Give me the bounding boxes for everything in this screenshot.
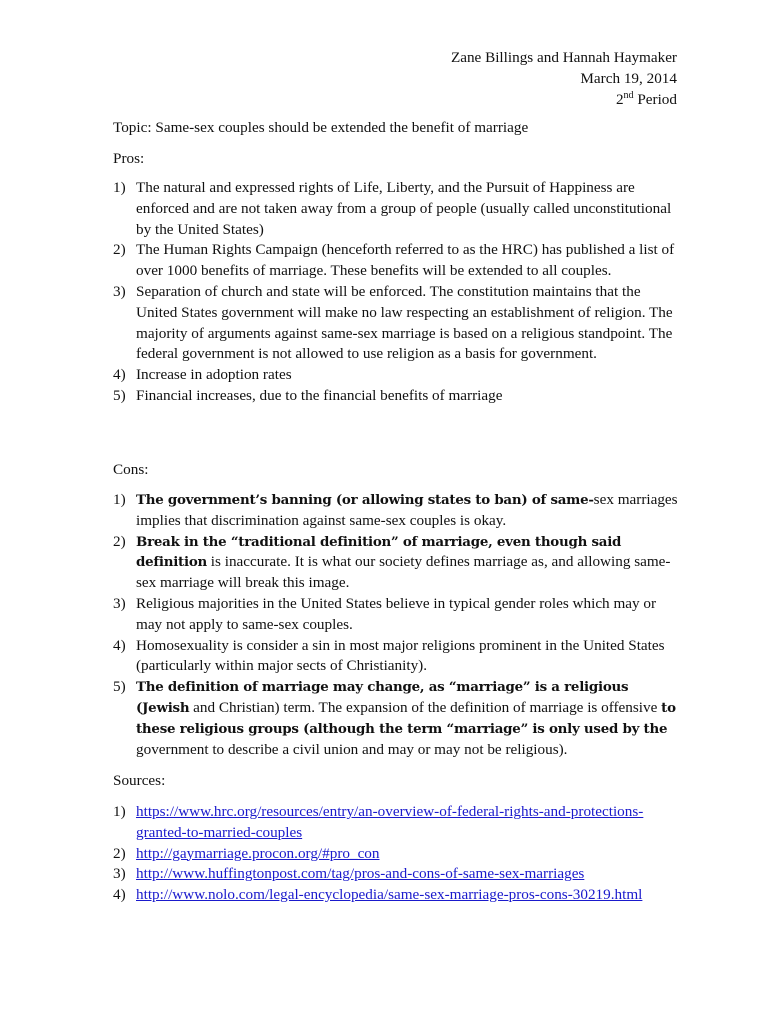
item-text-bold: The government’s banning (or allowing states to ban) of same- [136,492,594,508]
item-text: Separation of church and state will be enforced. The constitution maintains that the United States government will make no law respecting an establishment of religion. The majority of arguments against same-sex marriage is based on a religious standpoint. The federal government is not allowed to use religion as a basis for government. [136,282,673,363]
period-number: 2 [615,91,624,108]
source-link[interactable]: http://www.nolo.com/legal-encyclopedia/same-sex-marriage-pros-cons-30219.html [136,886,643,904]
item-number: 2) [113,532,126,550]
list-item [113,885,678,906]
source-link[interactable]: http://gaymarriage.procon.org/#pro_con [136,844,380,862]
period-suffix: nd [623,89,634,101]
item-text: government to describe a civil union and may or may not be religious). [136,740,568,758]
list-item [113,490,678,532]
author-names: Zane Billings and Hannah Haymaker [450,49,677,66]
item-number: 4) [113,366,126,384]
item-text: Religious majorities in the United States believe in typical gender roles which may or may not apply to same-sex couples. [136,594,657,633]
item-text: and Christian) term. The expansion of the definition of marriage is offensive [189,698,662,716]
item-number: 1) [113,179,126,196]
pros-heading: Pros: [113,150,145,167]
item-text: Financial increases, due to the financial benefits of marriage [136,386,503,404]
pros-list [113,178,678,407]
item-number: 3) [113,282,126,300]
sources-section [113,802,678,906]
period-word: Period [637,91,677,108]
item-number: 4) [113,636,126,654]
item-text: The natural and expressed rights of Life, Liberty, and the Pursuit of Happiness are enforced and are not taken away from a group of people (usually called unconstitutional by the United States) [136,179,672,238]
item-text: The Human Rights Campaign (henceforth referred to as the HRC) has published a list of over 1000 benefits of marriage. These benefits will be extended to all couples. [136,241,675,280]
list-item [113,386,678,407]
sources-list [113,802,678,906]
document-header [451,47,677,110]
cons-list [113,490,678,760]
source-link[interactable]: http://www.huffingtonpost.com/tag/pros-and-cons-of-same-sex-marriages [136,865,585,883]
list-item [113,365,678,386]
list-item [113,594,678,636]
list-item [113,802,678,844]
item-number: 5) [113,386,126,404]
list-item [113,864,678,885]
item-text-bold: The definition of marriage may change, as “marriage” is a religious (Jewish [136,679,629,716]
cons-heading: Cons: [113,461,149,478]
item-number: 4) [113,886,126,904]
item-text: Increase in adoption rates [136,366,292,384]
cons-section [113,490,678,760]
item-text: is inaccurate. It is what our society defines marriage as, and allowing same-sex marriage will break this image. [136,553,671,592]
topic-line: Topic: Same-sex couples should be extended the benefit of marriage [113,119,529,136]
list-item [113,240,678,282]
list-item [113,282,678,365]
document-date: March 19, 2014 [580,70,677,87]
item-number: 3) [113,594,126,612]
list-item [113,532,678,594]
item-number: 1) [113,491,126,508]
item-text: sex marriages implies that discrimination against same-sex couples is okay. [136,491,678,529]
item-text-bold: Break in the “traditional definition” of marriage, even though said definition [136,533,622,571]
item-number: 3) [113,865,126,883]
item-text-bold: to these religious groups (although the term “marriage” is only used by the [136,699,676,737]
item-number: 2) [113,844,126,862]
item-text: Homosexuality is consider a sin in most major religions prominent in the United States (particularly within major sects of Christianity). [136,636,665,675]
pros-section [113,178,678,407]
sources-heading: Sources: [113,772,166,789]
list-item [113,844,678,865]
source-link[interactable]: https://www.hrc.org/resources/entry/an-overview-of-federal-rights-and-protections-granted-to-married-couples [136,803,644,841]
item-number: 2) [113,241,126,259]
list-item [113,636,678,678]
class-period [451,89,677,110]
list-item [113,677,678,760]
list-item [113,178,678,240]
item-number: 5) [113,678,126,696]
item-number: 1) [113,803,126,820]
